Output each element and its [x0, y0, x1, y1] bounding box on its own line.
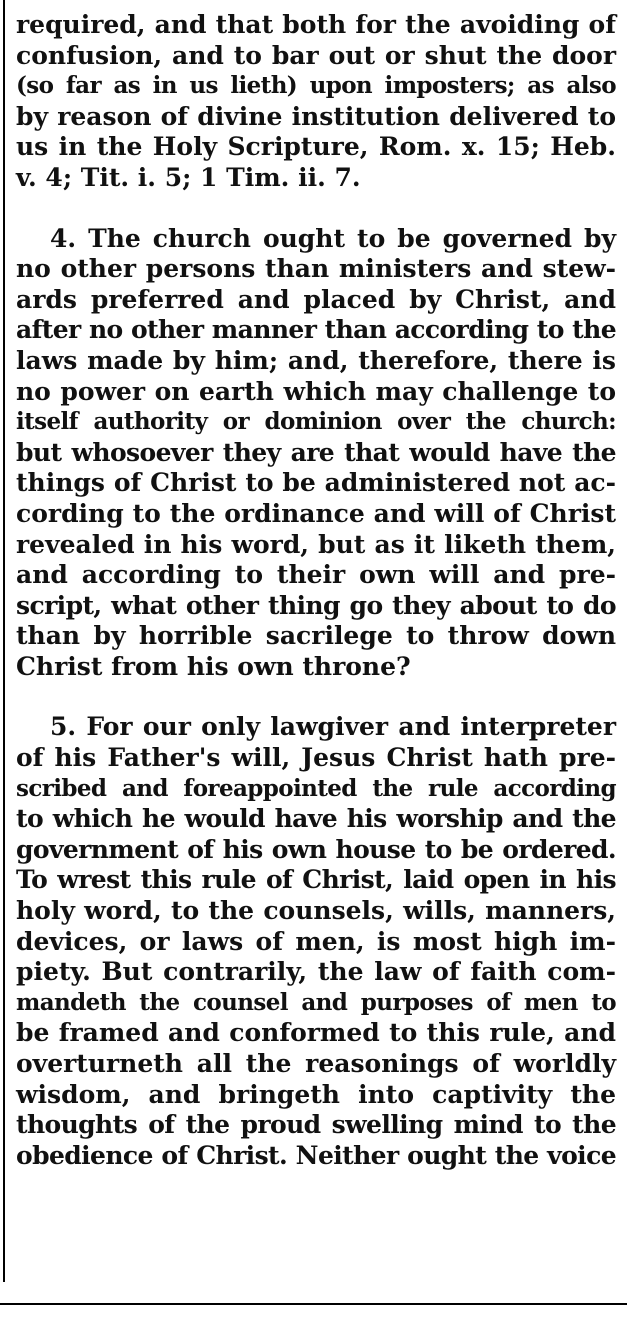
text-line: confusion, and to bar out or shut the door	[16, 40, 616, 70]
text-line: To wrest this rule of Christ, laid open in his	[16, 865, 616, 895]
text-line: be framed and conformed to this rule, and	[16, 1018, 616, 1048]
text-line: Christ from his own throne?	[16, 651, 411, 681]
text-line: (so far as in us lieth) upon imposters; as also	[16, 72, 616, 100]
text-line: obedience of Christ. Neither ought the voice	[16, 1140, 616, 1170]
text-line: required, and that both for the avoiding of	[16, 10, 616, 39]
text-line: after no other manner than according to the	[16, 315, 616, 345]
text-line: things of Christ to be administered not ac-	[16, 468, 616, 498]
text-line: mandeth the counsel and purposes of men to	[16, 988, 616, 1016]
bottom-rule	[0, 1303, 627, 1305]
text-line: wisdom, and bringeth into captivity the	[16, 1079, 616, 1109]
paragraph-continuation	[16, 10, 616, 194]
text-line: script, what other thing go they about to do	[16, 590, 616, 620]
paragraph-4	[16, 224, 616, 683]
text-line: but whosoever they are that would have the	[16, 437, 616, 467]
text-column	[16, 10, 616, 1171]
text-line: piety. But contrarily, the law of faith com-	[16, 957, 616, 987]
text-line: laws made by him; and, therefore, there is	[16, 345, 616, 375]
left-column-rule	[3, 0, 5, 1282]
text-line: thoughts of the proud swelling mind to the	[16, 1110, 616, 1140]
text-line: revealed in his word, but as it liketh them,	[16, 529, 616, 559]
text-line: by reason of divine institution delivered to	[16, 101, 616, 131]
text-line: no power on earth which may challenge to	[16, 376, 616, 406]
text-line: devices, or laws of men, is most high im-	[16, 926, 616, 956]
text-line: scribed and foreappointed the rule according	[16, 774, 616, 802]
text-line: us in the Holy Scripture, Rom. x. 15; Heb.	[16, 132, 616, 162]
text-line: to which he would have his worship and the	[16, 804, 616, 834]
text-line: government of his own house to be ordered.	[16, 834, 616, 864]
text-line: and according to their own will and pre-	[16, 560, 616, 590]
text-line: 5. For our only lawgiver and interpreter	[50, 712, 616, 742]
text-line: itself authority or dominion over the church:	[16, 408, 616, 436]
text-line: holy word, to the counsels, wills, manners,	[16, 896, 616, 926]
paragraph-5	[16, 712, 616, 1171]
text-line: overturneth all the reasonings of worldly	[16, 1049, 616, 1078]
text-line: ards preferred and placed by Christ, and	[16, 284, 616, 314]
text-line: v. 4; Tit. i. 5; 1 Tim. ii. 7.	[16, 162, 361, 192]
text-line: cording to the ordinance and will of Christ	[16, 498, 616, 528]
text-line: of his Father's will, Jesus Christ hath pre-	[16, 743, 616, 773]
text-line: than by horrible sacrilege to throw down	[16, 621, 616, 651]
text-line: no other persons than ministers and stew-	[16, 254, 616, 284]
text-line: 4. The church ought to be governed by	[50, 223, 616, 253]
